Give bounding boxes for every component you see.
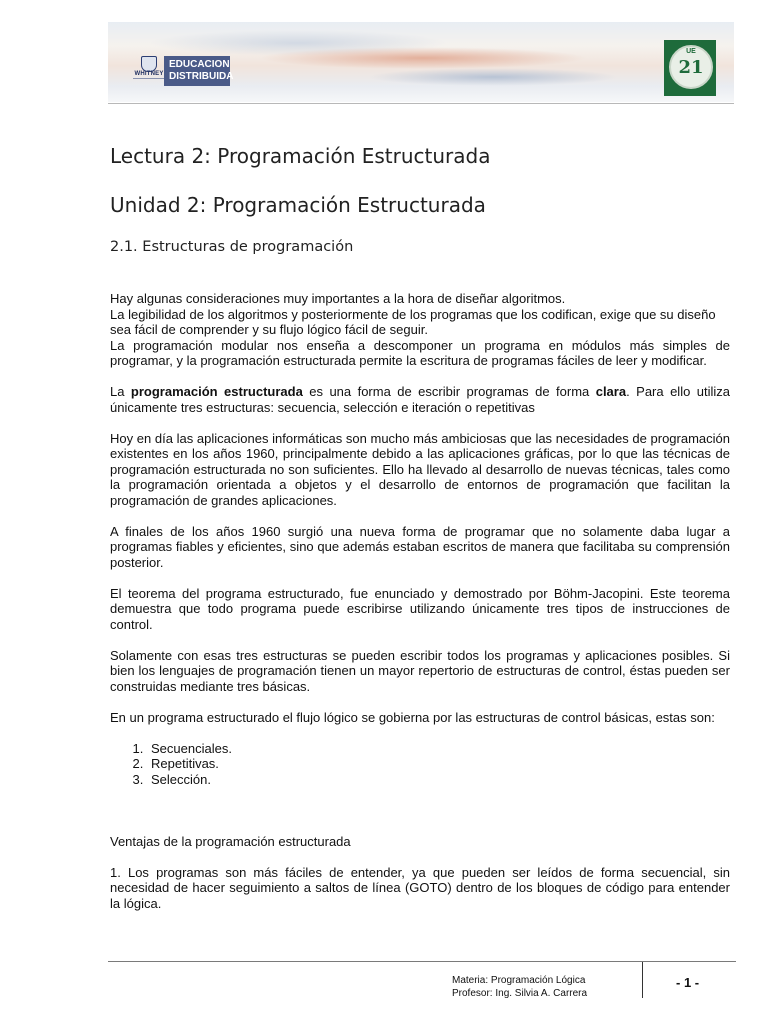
paragraph: A finales de los años 1960 surgió una nueva forma de programar que no solamente daba lugar a programas fiables y eficientes, sino que además estaban escritos de manera que facilitaba su comprensión posterior. bbox=[110, 523, 730, 570]
control-structures-list bbox=[110, 741, 730, 788]
paragraph: La legibilidad de los algoritmos y posteriormente de los programas que los codifican, exige que su diseño sea fácil de comprender y su flujo lógico fácil de seguir. bbox=[110, 306, 716, 337]
text-run: La bbox=[110, 384, 131, 399]
list-item: 2. Repetitivas. bbox=[147, 756, 730, 772]
shield-icon bbox=[141, 56, 157, 72]
text-run: es una forma de escribir programas de forma bbox=[302, 384, 596, 399]
bold-term: clara bbox=[595, 384, 627, 399]
header-divider bbox=[108, 103, 734, 104]
paragraph: Solamente con esas tres estructuras se pueden escribir todos los programas y aplicaciones posibles. Si bien los lenguajes de programación tienen un mayor repertorio de estructuras de control, éstas pueden ser construidas mediante tres básicas. bbox=[110, 647, 730, 694]
universidad-21-logo bbox=[664, 40, 716, 96]
edu-logo-line2: DISTRIBUIDA bbox=[169, 71, 234, 82]
footer-separator bbox=[642, 962, 643, 998]
list-item: 3. Selección. bbox=[147, 772, 730, 788]
paragraph: Ventajas de la programación estructurada bbox=[110, 833, 351, 849]
unit-title: Unidad 2: Programación Estructurada bbox=[110, 193, 486, 217]
logo-underline bbox=[133, 78, 165, 85]
footer-subject: Materia: Programación Lógica bbox=[452, 975, 586, 986]
spacer bbox=[110, 803, 730, 834]
document-body bbox=[110, 291, 730, 927]
university-logo-text: WHITNEY bbox=[134, 71, 164, 77]
banner-decoration bbox=[258, 47, 588, 69]
university-logo bbox=[133, 56, 165, 88]
paragraph: El teorema del programa estructurado, fue enunciado y demostrado por Böhm-Jacopini. Este teorema demuestra que todo programa puede escribirse utilizando únicamente tres tipos de instrucciones de control. bbox=[110, 585, 730, 632]
paragraph: Hay algunas consideraciones muy importantes a la hora de diseñar algoritmos. bbox=[110, 291, 566, 306]
banner-decoration bbox=[368, 68, 618, 86]
list-item: 1. Secuenciales. bbox=[147, 741, 730, 757]
bold-term: programación estructurada bbox=[130, 384, 303, 399]
educacion-distribuida-logo bbox=[164, 56, 234, 86]
paragraph: 1. Los programas son más fáciles de entender, ya que pueden ser leídos de forma secuencial, sin necesidad de hacer seguimiento a saltos de línea (GOTO) dentro de los bloques de código para entender la lógica. bbox=[110, 864, 730, 911]
section-title: 2.1. Estructuras de programación bbox=[110, 239, 354, 255]
edu-logo-line1: EDUCACION bbox=[169, 59, 230, 70]
footer-professor: Profesor: Ing. Silvia A. Carrera bbox=[452, 988, 588, 999]
paragraph: Hoy en día las aplicaciones informáticas son mucho más ambiciosas que las necesidades de programación existentes en los años 1960, principalmente debido a las aplicaciones gráficas, por lo que las técnicas de programación estructurada no son suficientes. Ello ha llevado al desarrollo de nuevas técnicas, tales como la programación orientada a objetos y el desarrollo de entornos de programación que facilitan la programación de grandes aplicaciones. bbox=[110, 430, 730, 508]
paragraph bbox=[110, 384, 730, 415]
lecture-title: Lectura 2: Programación Estructurada bbox=[110, 144, 491, 168]
text-run: . Para ello utiliza únicamente tres estructuras: secuencia, selección e iteración o repetitivas bbox=[110, 384, 730, 415]
u21-logo-number: 21 bbox=[678, 57, 704, 78]
paragraph: La programación modular nos enseña a descomponer un programa en módulos más simples de programar, y la programación estructurada permite la escritura de programas fáciles de leer y modificar. bbox=[110, 337, 730, 368]
u21-logo-text: UE bbox=[686, 48, 696, 55]
paragraph: En un programa estructurado el flujo lógico se gobierna por las estructuras de control básicas, estas son: bbox=[110, 709, 715, 725]
page-number: - 1 - bbox=[676, 975, 700, 990]
